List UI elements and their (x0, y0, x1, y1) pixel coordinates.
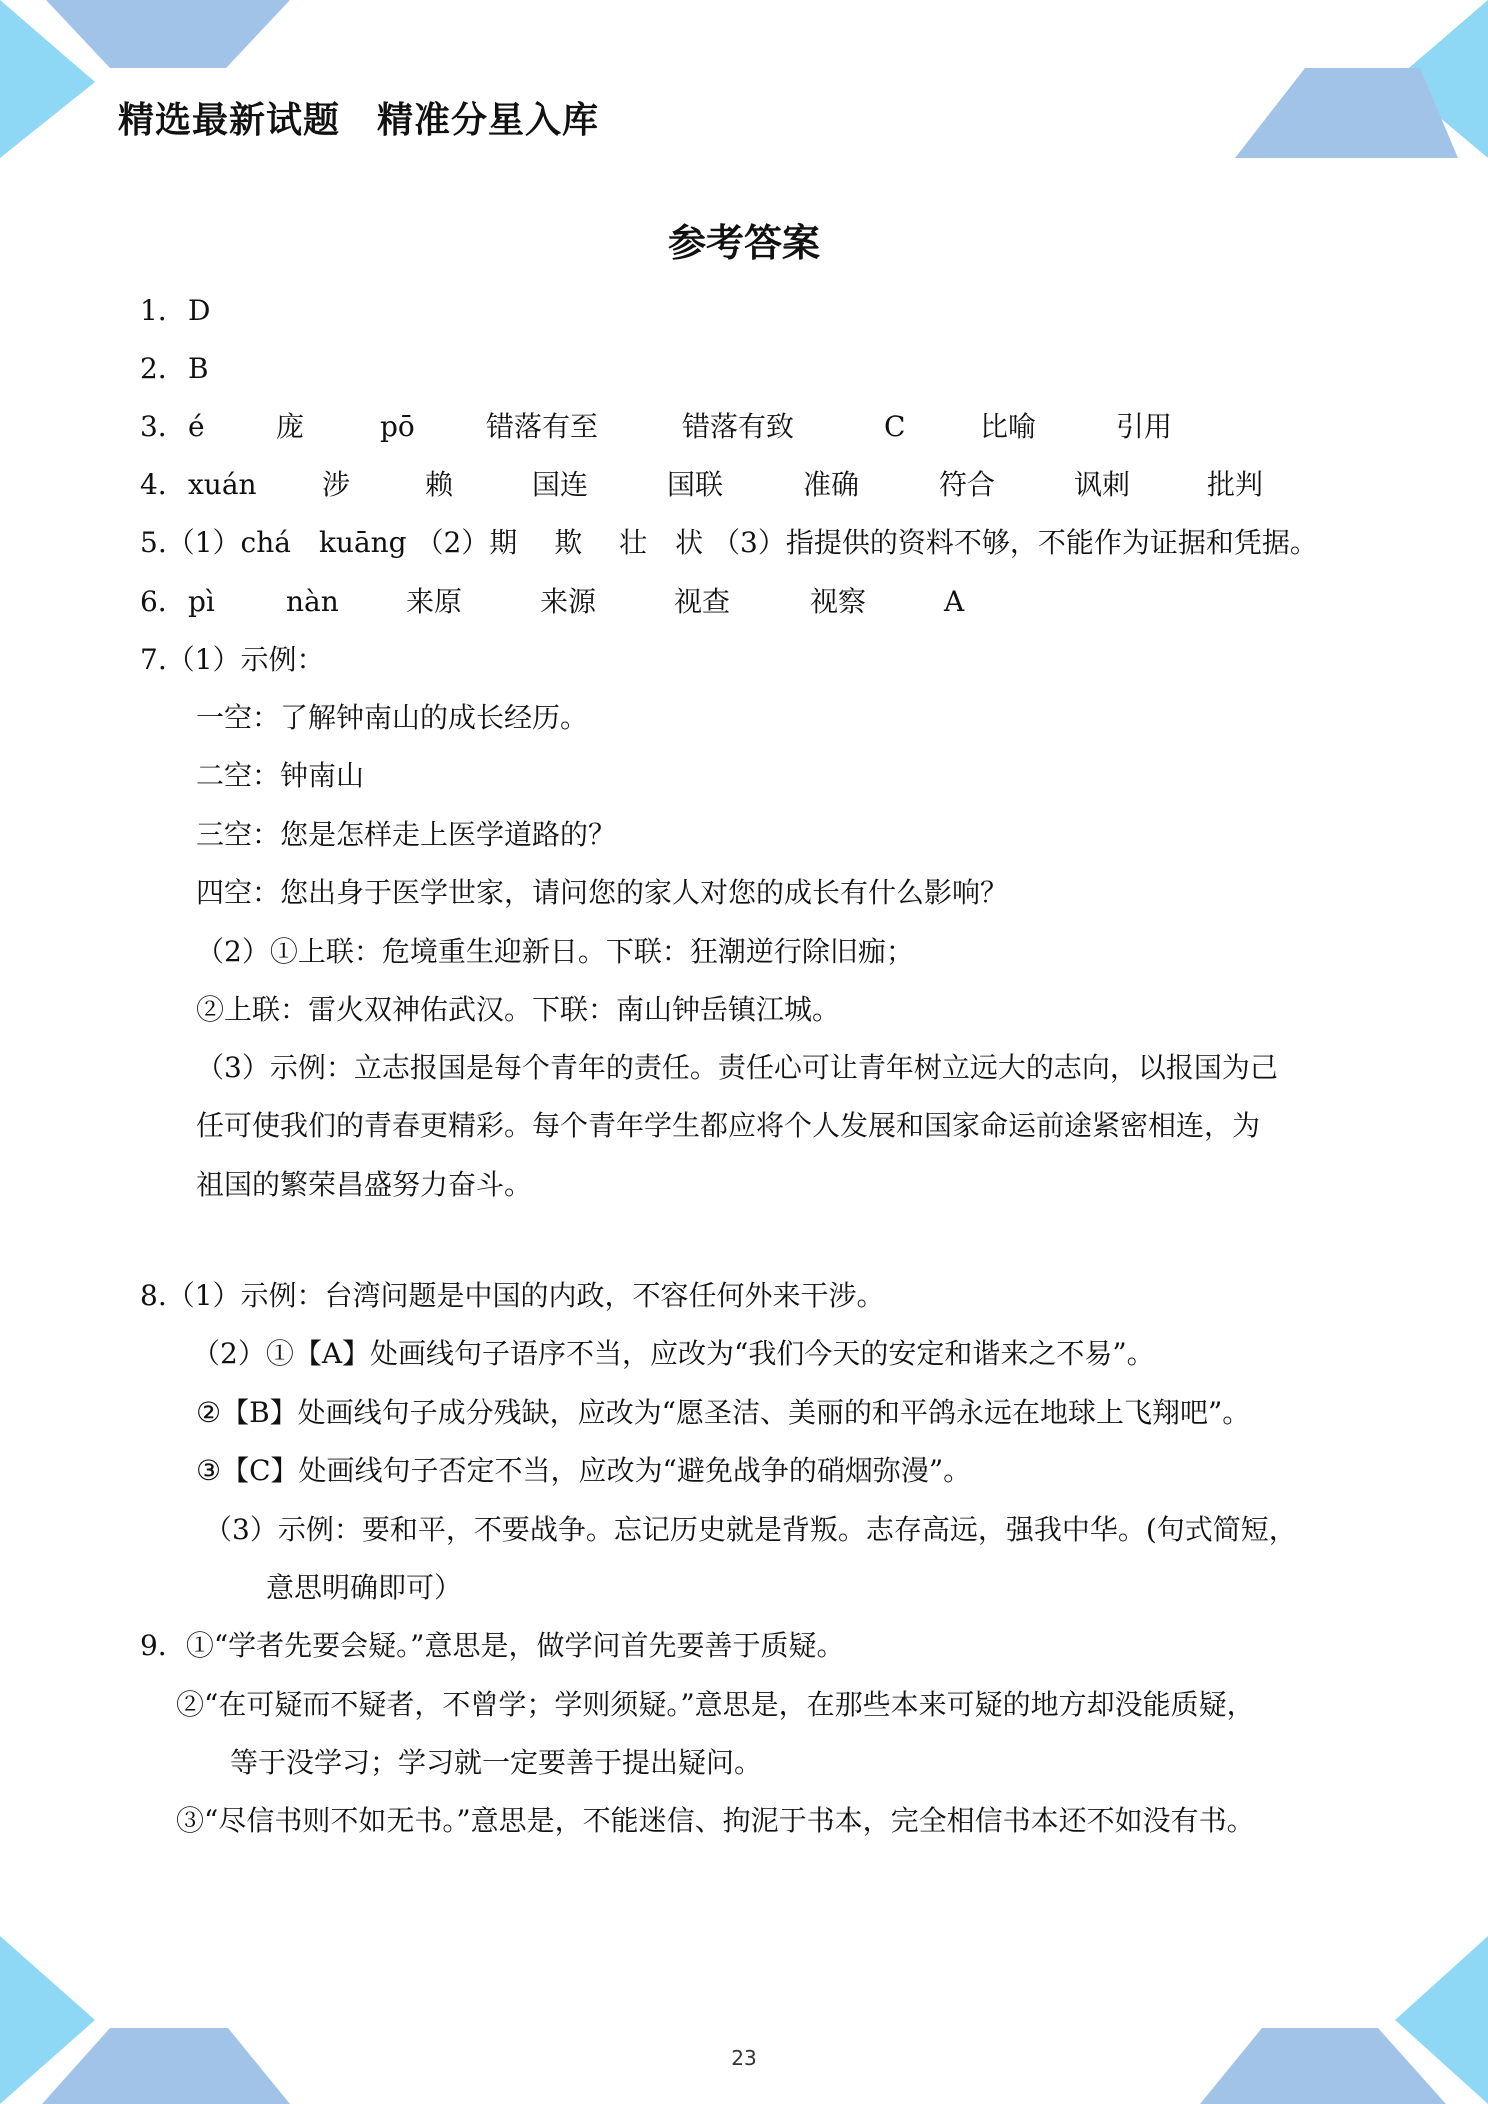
header-title: 精选最新试题 精准分星入库 (118, 100, 600, 141)
answer-item: 符合 (939, 468, 996, 501)
answer-item: 准确 (803, 468, 860, 501)
answer-item: 来原 (406, 585, 463, 618)
answer-8-line: （2）①【A】处画线句子语序不当，应改为“我们今天的安定和谐来之不易”。 (192, 1337, 1155, 1370)
answer-number: 4． (140, 468, 186, 501)
deco-shape-top-left-trapezoid (46, 0, 290, 68)
answer-number: 6． (140, 585, 186, 618)
answer-item: 国连 (532, 468, 589, 501)
answer-4 (140, 465, 1263, 505)
page-title: 参考答案 (667, 221, 820, 265)
answer-3 (140, 407, 1172, 447)
answer-8-heading: 8.（1）示例：台湾问题是中国的内政，不容任何外来干涉。 (140, 1279, 885, 1312)
answer-item: 国联 (667, 468, 724, 501)
answer-item: D (188, 294, 211, 327)
answer-number: 1． (140, 294, 186, 327)
answer-7-line: ②上联：雷火双神佑武汉。下联：南山钟岳镇江城。 (196, 993, 841, 1026)
answer-item: 来源 (540, 585, 597, 618)
answer-item: 视察 (810, 585, 867, 618)
answer-7-line: 二空：钟南山 (196, 759, 365, 792)
answer-8-line: ③【C】处画线句子否定不当，应改为“避免战争的硝烟弥漫”。 (196, 1454, 972, 1487)
page-number: 23 (731, 2046, 757, 2070)
answer-item: 错落有致 (682, 410, 795, 443)
answer-item: 涉 (322, 468, 351, 501)
answer-number: 2． (140, 352, 186, 385)
answer-item: 批判 (1207, 468, 1264, 501)
answer-7-line: 任可使我们的青春更精彩。每个青年学生都应将个人发展和国家命运前途紧密相连，为 (196, 1109, 1261, 1142)
answer-7-line: （2）①上联：危境重生迎新日。下联：狂潮逆行除旧痂； (196, 935, 914, 968)
answer-8-line: ②【B】处画线句子成分残缺，应改为“愿圣洁、美丽的和平鸽永远在地球上飞翔吧”。 (196, 1396, 1251, 1429)
deco-shape-top-right-trapezoid (1235, 68, 1458, 158)
answer-item: 赖 (425, 468, 454, 501)
answer-item: 庞 (276, 410, 305, 443)
answer-item: 比喻 (980, 410, 1037, 443)
answer-8-line: （3）示例：要和平，不要战争。忘记历史就是背叛。志存高远，强我中华。(句式简短， (204, 1513, 1297, 1546)
answer-9-line: ③“尽信书则不如无书。”意思是，不能迷信、拘泥于书本，完全相信书本还不如没有书。 (176, 1804, 1255, 1837)
answer-7-line: 四空：您出身于医学世家，请问您的家人对您的成长有什么影响？ (196, 876, 1009, 909)
answer-1 (140, 291, 210, 331)
answer-8-line: 意思明确即可） (266, 1571, 463, 1604)
answer-item: pì (188, 585, 215, 618)
answer-5: 5.（1）chá kuāng （2）期 欺 壮 状 （3）指提供的资料不够，不能作为证据和凭据。 (140, 526, 1318, 559)
answer-2 (140, 349, 209, 389)
answer-item: 讽刺 (1074, 468, 1131, 501)
answer-item: A (944, 585, 965, 618)
answer-item: é (188, 410, 205, 443)
answer-9-line: 等于没学习；学习就一定要善于提出疑问。 (230, 1746, 763, 1779)
answer-item: B (188, 352, 209, 385)
answer-item: 视查 (674, 585, 731, 618)
answer-item: xuán (188, 468, 257, 501)
answer-6 (140, 582, 964, 622)
answer-item: C (884, 410, 906, 443)
answer-7-line: （3）示例：立志报国是每个青年的责任。责任心可让青年树立远大的志向，以报国为己 (196, 1051, 1278, 1084)
answer-item: 错落有至 (486, 410, 599, 443)
answer-item: nàn (286, 585, 339, 618)
answer-7-heading: 7.（1）示例： (140, 643, 325, 676)
answer-9-line: ②“在可疑而不疑者，不曾学；学则须疑。”意思是，在那些本来可疑的地方却没能质疑， (176, 1688, 1255, 1721)
answer-9-heading: 9．①“学者先要会疑。”意思是，做学问首先要善于质疑。 (140, 1629, 845, 1662)
answer-7-line: 祖国的繁荣昌盛努力奋斗。 (196, 1168, 533, 1201)
answer-7-line: 一空：了解钟南山的成长经历。 (196, 701, 589, 734)
answer-7-line: 三空：您是怎样走上医学道路的？ (196, 818, 617, 851)
answer-number: 3． (140, 410, 186, 443)
answer-item: 引用 (1116, 410, 1173, 443)
answer-item: pō (380, 410, 415, 443)
